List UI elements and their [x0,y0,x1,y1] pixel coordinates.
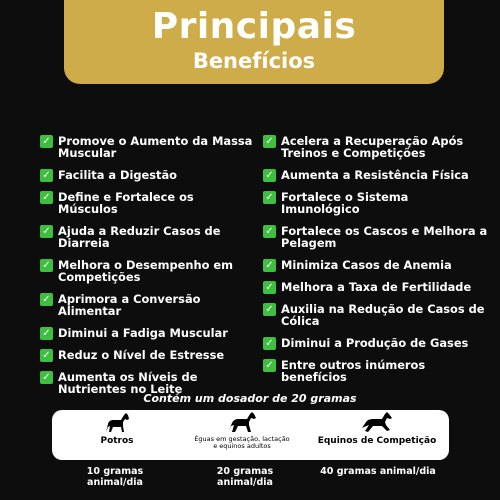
check-icon: ✓ [263,281,276,294]
benefit-item: ✓ Minimiza Casos de Anemia [263,259,488,271]
product-competition: Equinos de Competição [317,410,437,460]
check-icon: ✓ [263,259,276,272]
benefit-item: ✓ Melhora o Desempenho em Competições [40,259,255,283]
dosage-foals: 10 gramas animal/dia [86,466,144,488]
benefit-item: ✓ Fortalece o Sistema Imunológico [263,191,488,215]
horse-icon [226,410,258,436]
check-icon: ✓ [40,349,53,362]
check-icon: ✓ [40,259,53,272]
page-title: Principais [151,6,357,47]
product-mares-adults: Éguas em gestação, lactação e equinos adultos [192,410,292,460]
benefit-item: ✓ Diminui a Fadiga Muscular [40,327,255,339]
check-icon: ✓ [40,293,53,306]
check-icon: ✓ [263,191,276,204]
benefit-item: ✓ Entre outros inúmeros benefícios [263,359,488,383]
check-icon: ✓ [40,191,53,204]
benefit-item: ✓ Aumenta a Resistência Física [263,169,488,181]
benefit-item: ✓ Diminui a Produção de Gases [263,337,488,349]
benefit-item: ✓ Define e Fortalece os Músculos [40,191,255,215]
check-icon: ✓ [40,327,53,340]
check-icon: ✓ [263,169,276,182]
product-foals: Potros [92,410,142,460]
benefits-list-right [263,135,488,393]
dosage-panel [52,410,449,460]
dosage-mares-adults: 20 gramas animal/dia [216,466,274,488]
check-icon: ✓ [40,169,53,182]
check-icon: ✓ [263,337,276,350]
dosage-competition: 40 gramas animal/dia [320,466,436,477]
benefit-item: ✓ Reduz o Nível de Estresse [40,349,255,361]
benefit-item: ✓ Acelera a Recuperação Após Treinos e Competições [263,135,488,159]
benefit-item: ✓ Facilita a Digestão [40,169,255,181]
check-icon: ✓ [40,371,53,384]
check-icon: ✓ [263,359,276,372]
benefits-list-left [40,135,255,405]
benefit-item: ✓ Aumenta os Níveis de Nutrientes no Leite [40,371,255,395]
check-icon: ✓ [263,303,276,316]
horse-icon [102,410,132,436]
horse-icon [360,410,394,436]
check-icon: ✓ [263,225,276,238]
benefit-item: ✓ Aprimora a Conversão Alimentar [40,293,255,317]
dosage-note: Contém um dosador de 20 gramas [143,392,357,405]
benefit-item: ✓ Promove o Aumento da Massa Muscular [40,135,255,159]
page-subtitle: Benefícios [192,49,316,73]
title-banner [64,0,444,84]
check-icon: ✓ [263,135,276,148]
benefit-item: ✓ Fortalece os Cascos e Melhora a Pelagem [263,225,488,249]
check-icon: ✓ [40,225,53,238]
check-icon: ✓ [40,135,53,148]
benefit-item: ✓ Ajuda a Reduzir Casos de Diarreia [40,225,255,249]
benefit-item: ✓ Auxilia na Redução de Casos de Cólica [263,303,488,327]
benefit-item: ✓ Melhora a Taxa de Fertilidade [263,281,488,293]
